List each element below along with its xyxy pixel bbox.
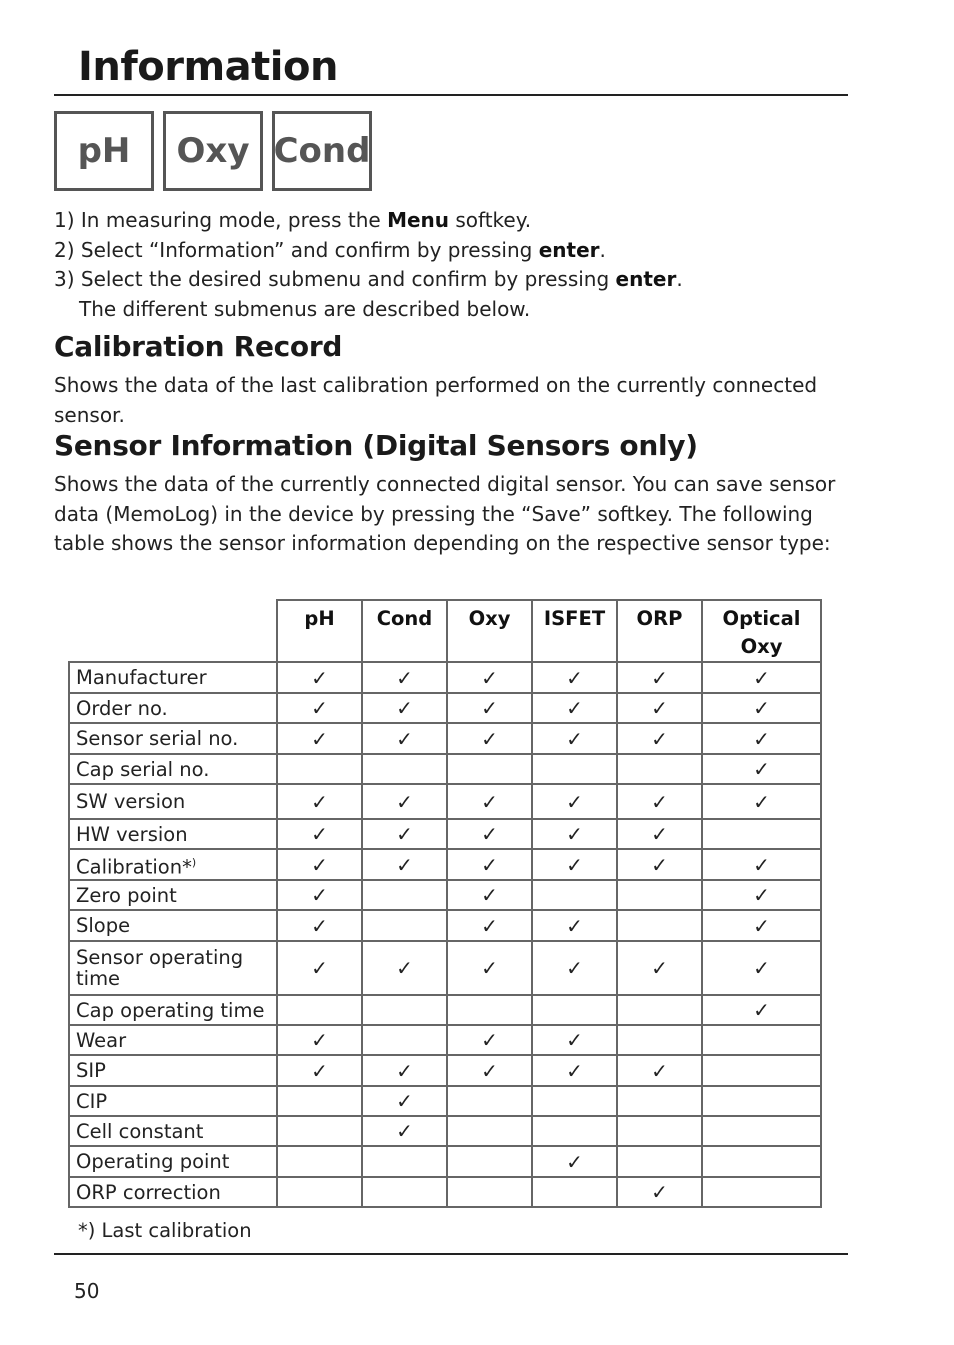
empty-cell — [702, 1146, 821, 1177]
empty-cell — [447, 1146, 532, 1177]
empty-cell — [277, 995, 362, 1025]
table-row — [69, 1055, 821, 1086]
checkmark-icon: ✓ — [532, 849, 617, 880]
checkmark-icon: ✓ — [532, 1025, 617, 1055]
checkmark-icon: ✓ — [532, 941, 617, 995]
column-header: Oxy — [447, 600, 532, 662]
column-header: pH — [277, 600, 362, 662]
empty-cell — [532, 1116, 617, 1146]
table-header-row — [69, 600, 821, 662]
empty-cell — [277, 1146, 362, 1177]
empty-cell — [617, 1086, 702, 1116]
page-title: Information — [78, 44, 338, 90]
checkmark-icon: ✓ — [617, 723, 702, 754]
empty-cell — [362, 754, 447, 784]
row-label: Slope — [69, 910, 277, 941]
footer-rule — [54, 1253, 848, 1255]
row-label: Wear — [69, 1025, 277, 1055]
empty-cell — [277, 1086, 362, 1116]
table-row — [69, 1025, 821, 1055]
checkmark-icon: ✓ — [702, 995, 821, 1025]
row-label: CIP — [69, 1086, 277, 1116]
table-row — [69, 910, 821, 941]
checkmark-icon: ✓ — [277, 723, 362, 754]
badge-oxy: Oxy — [163, 111, 263, 191]
checkmark-icon: ✓ — [532, 1055, 617, 1086]
checkmark-icon: ✓ — [362, 662, 447, 693]
checkmark-icon: ✓ — [702, 910, 821, 941]
table-row — [69, 693, 821, 723]
checkmark-icon: ✓ — [362, 693, 447, 723]
row-label: Cap serial no. — [69, 754, 277, 784]
empty-cell — [702, 1116, 821, 1146]
checkmark-icon: ✓ — [277, 662, 362, 693]
checkmark-icon: ✓ — [617, 784, 702, 819]
row-label: Order no. — [69, 693, 277, 723]
empty-cell — [447, 754, 532, 784]
steps-note: The different submenus are described below. — [79, 296, 531, 321]
empty-cell — [362, 1177, 447, 1207]
empty-cell — [532, 1177, 617, 1207]
table-row — [69, 880, 821, 910]
empty-cell — [447, 1086, 532, 1116]
empty-cell — [702, 1086, 821, 1116]
checkmark-icon: ✓ — [447, 693, 532, 723]
calibration-record-heading: Calibration Record — [54, 330, 343, 363]
empty-cell — [617, 1146, 702, 1177]
row-label: HW version — [69, 819, 277, 849]
row-label: Zero point — [69, 880, 277, 910]
table-row — [69, 1116, 821, 1146]
checkmark-icon: ✓ — [277, 1055, 362, 1086]
column-header: Cond — [362, 600, 447, 662]
table-row — [69, 754, 821, 784]
checkmark-icon: ✓ — [702, 754, 821, 784]
empty-cell — [617, 995, 702, 1025]
checkmark-icon: ✓ — [362, 723, 447, 754]
checkmark-icon: ✓ — [447, 819, 532, 849]
empty-cell — [702, 1177, 821, 1207]
empty-cell — [702, 1055, 821, 1086]
checkmark-icon: ✓ — [277, 880, 362, 910]
row-label: ORP correction — [69, 1177, 277, 1207]
table-body — [69, 662, 821, 1207]
checkmark-icon: ✓ — [702, 880, 821, 910]
title-rule — [54, 94, 848, 96]
row-label: Manufacturer — [69, 662, 277, 693]
checkmark-icon: ✓ — [277, 1025, 362, 1055]
checkmark-icon: ✓ — [617, 849, 702, 880]
checkmark-icon: ✓ — [447, 1055, 532, 1086]
checkmark-icon: ✓ — [532, 1146, 617, 1177]
row-label: Cell constant — [69, 1116, 277, 1146]
empty-cell — [362, 910, 447, 941]
empty-cell — [277, 1116, 362, 1146]
checkmark-icon: ✓ — [702, 723, 821, 754]
checkmark-icon: ✓ — [532, 723, 617, 754]
sensor-information-heading: Sensor Information (Digital Sensors only) — [54, 429, 698, 462]
checkmark-icon: ✓ — [277, 819, 362, 849]
steps-list — [54, 206, 683, 324]
checkmark-icon: ✓ — [362, 1116, 447, 1146]
empty-cell — [532, 754, 617, 784]
table-row — [69, 662, 821, 693]
empty-cell — [362, 880, 447, 910]
checkmark-icon: ✓ — [617, 693, 702, 723]
sensor-information-text: Shows the data of the currently connected digital sensor. You can save sensor data (MemoLog) in the device by pressing the “Save” softkey. The following table shows the sensor information depending on the respective sensor type: — [54, 472, 836, 555]
checkmark-icon: ✓ — [277, 910, 362, 941]
table-row — [69, 1177, 821, 1207]
step-item: 2) Select “Information” and confirm by pressing enter. — [54, 237, 606, 262]
checkmark-icon: ✓ — [362, 1055, 447, 1086]
row-label: Operating point — [69, 1146, 277, 1177]
checkmark-icon: ✓ — [447, 723, 532, 754]
header-corner — [69, 600, 277, 662]
checkmark-icon: ✓ — [447, 880, 532, 910]
empty-cell — [447, 1116, 532, 1146]
column-header: ORP — [617, 600, 702, 662]
row-label: SW version — [69, 784, 277, 819]
table-row — [69, 819, 821, 849]
page-number: 50 — [74, 1279, 100, 1303]
table-row — [69, 849, 821, 880]
empty-cell — [447, 1177, 532, 1207]
table-row — [69, 995, 821, 1025]
table-footnote: *) Last calibration — [78, 1219, 252, 1242]
checkmark-icon: ✓ — [447, 941, 532, 995]
column-header: Optical Oxy — [702, 600, 821, 662]
badge-cond: Cond — [272, 111, 372, 191]
checkmark-icon: ✓ — [447, 910, 532, 941]
row-label: Calibration*) — [69, 849, 277, 880]
checkmark-icon: ✓ — [702, 662, 821, 693]
empty-cell — [277, 754, 362, 784]
table-row — [69, 784, 821, 819]
checkmark-icon: ✓ — [362, 849, 447, 880]
checkmark-icon: ✓ — [362, 784, 447, 819]
empty-cell — [617, 754, 702, 784]
empty-cell — [277, 1177, 362, 1207]
checkmark-icon: ✓ — [447, 1025, 532, 1055]
checkmark-icon: ✓ — [277, 693, 362, 723]
empty-cell — [702, 1025, 821, 1055]
checkmark-icon: ✓ — [617, 819, 702, 849]
checkmark-icon: ✓ — [447, 849, 532, 880]
row-label: Cap operating time — [69, 995, 277, 1025]
checkmark-icon: ✓ — [702, 941, 821, 995]
step-item: 1) In measuring mode, press the Menu softkey. — [54, 208, 532, 232]
checkmark-icon: ✓ — [532, 784, 617, 819]
calibration-record-text: Shows the data of the last calibration performed on the currently connected sensor. — [54, 373, 818, 427]
empty-cell — [702, 819, 821, 849]
column-header: ISFET — [532, 600, 617, 662]
empty-cell — [617, 880, 702, 910]
table-row — [69, 723, 821, 754]
empty-cell — [617, 910, 702, 941]
checkmark-icon: ✓ — [532, 819, 617, 849]
empty-cell — [532, 880, 617, 910]
checkmark-icon: ✓ — [702, 693, 821, 723]
empty-cell — [532, 995, 617, 1025]
checkmark-icon: ✓ — [532, 910, 617, 941]
empty-cell — [447, 995, 532, 1025]
empty-cell — [362, 995, 447, 1025]
row-label: Sensor operating time — [69, 941, 277, 995]
table-row — [69, 1086, 821, 1116]
checkmark-icon: ✓ — [362, 819, 447, 849]
row-label: Sensor serial no. — [69, 723, 277, 754]
table-row — [69, 941, 821, 995]
checkmark-icon: ✓ — [277, 784, 362, 819]
checkmark-icon: ✓ — [447, 662, 532, 693]
checkmark-icon: ✓ — [532, 693, 617, 723]
checkmark-icon: ✓ — [277, 941, 362, 995]
empty-cell — [362, 1146, 447, 1177]
badge-ph: pH — [54, 111, 154, 191]
checkmark-icon: ✓ — [362, 941, 447, 995]
empty-cell — [532, 1086, 617, 1116]
checkmark-icon: ✓ — [617, 941, 702, 995]
checkmark-icon: ✓ — [362, 1086, 447, 1116]
empty-cell — [617, 1025, 702, 1055]
checkmark-icon: ✓ — [277, 849, 362, 880]
checkmark-icon: ✓ — [532, 662, 617, 693]
checkmark-icon: ✓ — [617, 662, 702, 693]
step-item: 3) Select the desired submenu and confirm by pressing enter. — [54, 267, 683, 291]
checkmark-icon: ✓ — [702, 849, 821, 880]
empty-cell — [362, 1025, 447, 1055]
checkmark-icon: ✓ — [702, 784, 821, 819]
row-label: SIP — [69, 1055, 277, 1086]
sensor-info-table — [68, 599, 822, 1208]
table-row — [69, 1146, 821, 1177]
mode-badges — [54, 111, 372, 191]
checkmark-icon: ✓ — [617, 1177, 702, 1207]
empty-cell — [617, 1116, 702, 1146]
checkmark-icon: ✓ — [447, 784, 532, 819]
checkmark-icon: ✓ — [617, 1055, 702, 1086]
